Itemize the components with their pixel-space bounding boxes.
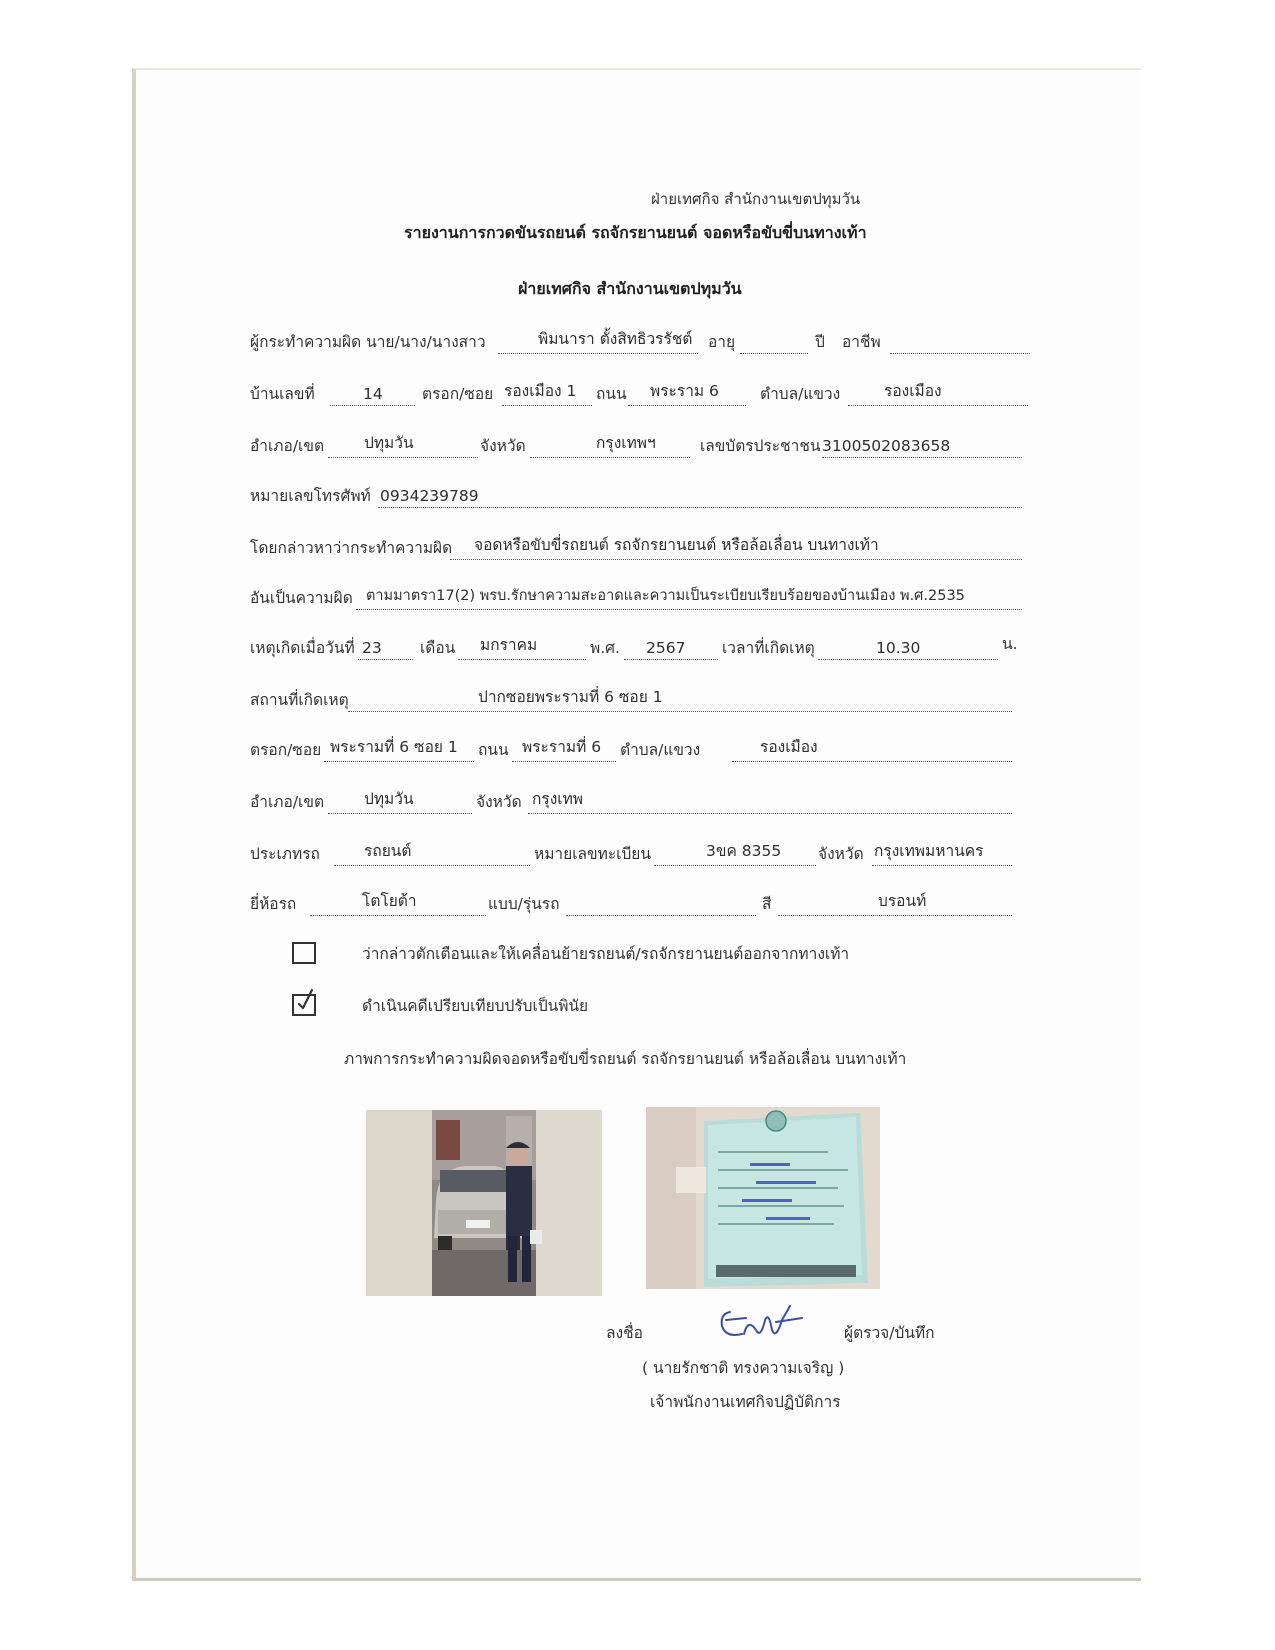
office-top: ฝ่ายเทศกิจ สำนักงานเขตปทุมวัน <box>651 190 861 208</box>
day-value: 23 <box>362 639 382 657</box>
time-value: 10.30 <box>876 639 921 657</box>
color-value: บรอนท์ <box>878 892 927 910</box>
sign-label: ลงชื่อ <box>606 1324 643 1342</box>
house-no-field[interactable] <box>330 383 415 406</box>
inc-subdistrict-field[interactable] <box>732 739 1012 762</box>
offense-label: อันเป็นความผิด <box>250 589 353 607</box>
province-field[interactable] <box>530 435 690 458</box>
time-unit-label: น. <box>1002 635 1018 653</box>
offender-name-value: พิมนารา ตั้งสิทธิวรรัชต์ <box>538 330 693 348</box>
signer-name: ( นายรักชาติ ทรงความเจริญ ) <box>642 1359 845 1377</box>
alley-label: ตรอก/ซอย <box>422 385 494 403</box>
row-vehicle <box>250 844 1040 866</box>
inc-district-label: อำเภอ/เขต <box>250 793 325 811</box>
row-incident-district <box>250 792 1040 814</box>
road-value: พระราม 6 <box>650 382 719 400</box>
fine-option-label: ดำเนินคดีเปรียบเทียบปรับเป็นพินัย <box>362 997 589 1015</box>
row-address <box>250 384 1040 406</box>
inc-district-value: ปทุมวัน <box>364 790 414 808</box>
be-label: พ.ศ. <box>590 639 620 657</box>
row-accused <box>250 538 1040 560</box>
plate-province-field[interactable] <box>872 843 1012 866</box>
row-phone <box>250 486 1040 508</box>
place-value: ปากซอยพระรามที่ 6 ซอย 1 <box>478 688 663 706</box>
province-value: กรุงเทพฯ <box>596 434 656 452</box>
row-incident-address <box>250 740 1040 762</box>
time-field[interactable] <box>818 637 998 660</box>
inc-province-value: กรุงเทพ <box>532 790 584 808</box>
occupation-field[interactable] <box>890 331 1030 354</box>
ticket-photo <box>646 1107 880 1289</box>
brand-label: ยี่ห้อรถ <box>250 895 297 913</box>
inc-district-field[interactable] <box>328 791 472 814</box>
alley-field[interactable] <box>502 383 592 406</box>
inc-province-field[interactable] <box>528 791 1012 814</box>
plate-province-label: จังหวัด <box>818 845 864 863</box>
offender-name-field[interactable] <box>498 331 698 354</box>
year-label: ปี <box>815 333 825 351</box>
inc-road-label: ถนน <box>478 741 509 759</box>
signer-position: เจ้าพนักงานเทศกิจปฏิบัติการ <box>650 1393 841 1411</box>
offense-field[interactable] <box>356 587 1022 610</box>
plate-value: 3ขค 8355 <box>706 842 782 860</box>
brand-field[interactable] <box>310 893 486 916</box>
inc-alley-label: ตรอก/ซอย <box>250 741 322 759</box>
inc-subdistrict-label: ตำบล/แขวง <box>620 741 701 759</box>
place-field[interactable] <box>348 689 1012 712</box>
month-field[interactable] <box>458 637 586 660</box>
time-label: เวลาที่เกิดเหตุ <box>722 639 815 657</box>
office-subtitle: ฝ่ายเทศกิจ สำนักงานเขตปทุมวัน <box>518 279 742 298</box>
model-field[interactable] <box>566 893 756 916</box>
color-field[interactable] <box>778 893 1012 916</box>
age-label: อายุ <box>708 333 736 351</box>
inc-road-value: พระรามที่ 6 <box>522 738 602 756</box>
vehicle-type-label: ประเภทรถ <box>250 845 320 863</box>
id-card-value: 3100502083658 <box>822 437 951 455</box>
be-year-value: 2567 <box>646 639 686 657</box>
id-card-field[interactable] <box>822 435 1022 458</box>
id-card-label: เลขบัตรประชาชน <box>700 437 821 455</box>
vehicle-type-field[interactable] <box>334 843 530 866</box>
district-value: ปทุมวัน <box>364 434 414 452</box>
row-district <box>250 436 1040 458</box>
violation-photo <box>366 1110 602 1296</box>
signature-role: ผู้ตรวจ/บันทึก <box>844 1324 935 1342</box>
subdistrict-value: รองเมือง <box>884 382 942 400</box>
subdistrict-label: ตำบล/แขวง <box>760 385 841 403</box>
plate-field[interactable] <box>654 843 816 866</box>
phone-field[interactable] <box>378 485 1022 508</box>
plate-label: หมายเลขทะเบียน <box>534 845 651 863</box>
signature-mark <box>716 1300 806 1344</box>
accused-label: โดยกล่าวหาว่ากระทำความผิด <box>250 539 453 557</box>
district-label: อำเภอ/เขต <box>250 437 325 455</box>
row-offender <box>250 332 1040 354</box>
phone-label: หมายเลขโทรศัพท์ <box>250 487 371 505</box>
inc-road-field[interactable] <box>512 739 616 762</box>
be-year-field[interactable] <box>624 637 718 660</box>
place-label: สถานที่เกิดเหตุ <box>250 691 349 709</box>
district-field[interactable] <box>328 435 478 458</box>
warn-checkbox[interactable] <box>292 942 316 964</box>
brand-value: โตโยต้า <box>362 892 417 910</box>
house-no-label: บ้านเลขที่ <box>250 385 315 403</box>
color-label: สี <box>762 895 772 913</box>
offender-label: ผู้กระทำความผิด นาย/นาง/นางสาว <box>250 333 486 351</box>
check-mark-icon <box>296 988 320 1012</box>
model-label: แบบ/รุ่นรถ <box>488 895 560 913</box>
plate-province-value: กรุงเทพมหานคร <box>874 842 984 860</box>
offense-value: ตามมาตรา17(2) พรบ.รักษาความสะอาดและความเป็นระเบียบเรียบร้อยของบ้านเมือง พ.ศ.2535 <box>366 588 965 604</box>
month-value: มกราคม <box>480 636 538 654</box>
road-label: ถนน <box>596 385 627 403</box>
date-label: เหตุเกิดเมื่อวันที่ <box>250 639 355 657</box>
row-brand <box>250 894 1040 916</box>
occupation-label: อาชีพ <box>842 333 881 351</box>
warn-option-label: ว่ากล่าวตักเตือนและให้เคลื่อนย้ายรถยนต์/รถจักรยานยนต์ออกจากทางเท้า <box>362 945 850 963</box>
accused-value: จอดหรือขับขี่รถยนต์ รถจักรยานยนต์ หรือล้อเลื่อน บนทางเท้า <box>474 536 879 554</box>
subdistrict-field[interactable] <box>848 383 1028 406</box>
province-label: จังหวัด <box>480 437 526 455</box>
accused-field[interactable] <box>450 537 1022 560</box>
inc-subdistrict-value: รองเมือง <box>760 738 818 756</box>
inc-alley-field[interactable] <box>324 739 474 762</box>
month-label: เดือน <box>420 639 456 657</box>
age-field[interactable] <box>740 331 808 354</box>
inc-alley-value: พระรามที่ 6 ซอย 1 <box>330 738 458 756</box>
inc-province-label: จังหวัด <box>476 793 522 811</box>
row-offense <box>250 588 1040 610</box>
photos-caption: ภาพการกระทำความผิดจอดหรือขับขี่รถยนต์ รถจักรยานยนต์ หรือล้อเลื่อน บนทางเท้า <box>344 1050 907 1068</box>
vehicle-type-value: รถยนต์ <box>364 842 412 860</box>
road-field[interactable] <box>628 383 746 406</box>
row-datetime <box>250 635 1040 660</box>
fine-checkbox[interactable] <box>292 994 316 1016</box>
day-field[interactable] <box>358 637 413 660</box>
alley-value: รองเมือง 1 <box>504 382 577 400</box>
house-no-value: 14 <box>363 385 383 403</box>
report-title: รายงานการกวดขันรถยนต์ รถจักรยานยนต์ จอดหรือขับขี่บนทางเท้า <box>404 223 867 242</box>
row-place <box>250 690 1040 712</box>
phone-value: 0934239789 <box>380 487 479 505</box>
